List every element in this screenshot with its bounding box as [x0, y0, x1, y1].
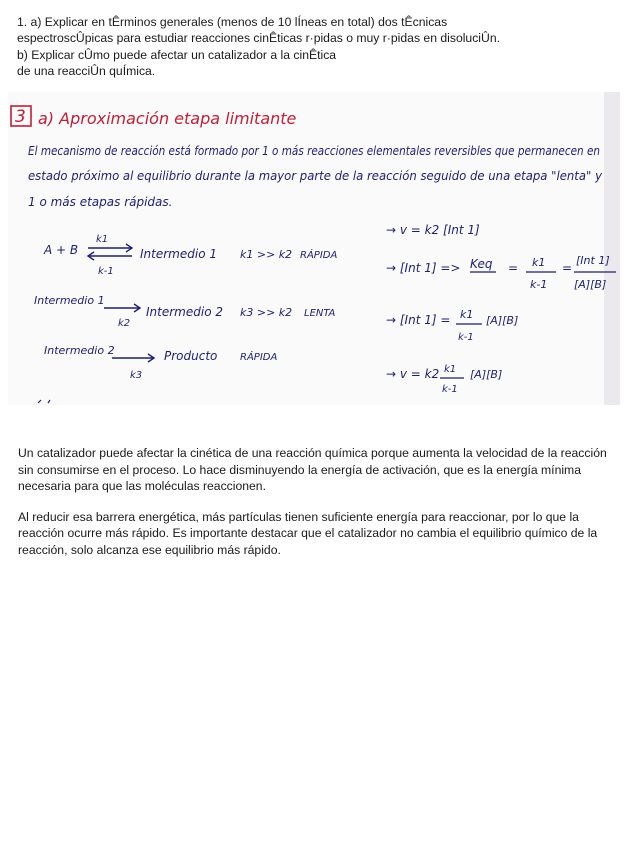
question-text	[17, 14, 617, 80]
step-speed: LENTA	[304, 308, 336, 319]
handwritten-heading: a) Aproximación etapa limitante	[38, 109, 297, 128]
fraction-numerator: k1	[532, 256, 546, 269]
rate-constant-label: k1	[96, 234, 109, 245]
question-line: 1. a) Explicar en tÊrminos generales (menos de 10 lÍneas en total) dos tÊcnicas	[17, 15, 448, 29]
answer-paragraph: Un catalizador puede afectar la cinética de una reacción química porque aumenta la velocidad de la reacción sin consumirse en el proceso. Lo hace disminuyendo la energía de activación, que es la energía mínima necesaria para que las moléculas reaccionen.	[18, 446, 607, 494]
rate-condition: k3 >> k2	[240, 306, 293, 319]
mechanism-product: Producto	[164, 349, 218, 363]
rate-constant-label: k2	[118, 318, 131, 329]
equation-part: → [Int 1] =>	[386, 261, 461, 275]
exercise-number: 3	[15, 107, 26, 127]
step-speed: RÁPIDA	[300, 250, 338, 261]
mechanism-reactants: Intermedio 2	[44, 344, 115, 357]
fraction-denominator: k-1	[442, 384, 458, 395]
equilibrium-constant: Keq	[470, 257, 493, 271]
question-line: de una reacciÛn quÍmica.	[17, 64, 156, 79]
answer-paragraph: Al reducir esa barrera energética, más partículas tienen suficiente energía para reaccionar, por lo que la reacción ocurre más rápido. Es importante destacar que el catalizador no cambia el equilibrio químico de la reacción, solo alcanza ese equilibrio más rápido.	[18, 509, 598, 557]
fraction-denominator: k-1	[530, 278, 548, 291]
fraction-numerator: k1	[460, 308, 474, 321]
rate-condition: k1 >> k2	[240, 248, 293, 261]
concentrations: [A][B]	[470, 368, 503, 381]
fraction-denominator: [A][B]	[574, 278, 607, 291]
equation-part: → v = k2	[386, 367, 440, 381]
mechanism-product: Intermedio 1	[140, 247, 217, 261]
fraction-numerator: [Int 1]	[576, 254, 610, 267]
ink-marks	[38, 400, 50, 403]
rate-constant-label: k-1	[98, 266, 114, 277]
handwritten-paragraph-line: estado próximo al equilibrio durante la mayor parte de la reacción seguido de una etapa "lenta" y	[28, 169, 603, 183]
rate-equation: → v = k2 [Int 1]	[386, 223, 480, 237]
concentrations: [A][B]	[486, 314, 519, 327]
fraction-numerator: k1	[444, 364, 457, 375]
question-line: b) Explicar cÛmo puede afectar un catalizador a la cinÊtica	[17, 47, 337, 62]
handwritten-paragraph-line: El mecanismo de reacción está formado por 1 o más reacciones elementales reversibles que permanecen en	[28, 144, 600, 158]
rate-constant-label: k3	[130, 370, 143, 381]
handwritten-notes-svg	[8, 92, 620, 405]
mechanism-product: Intermedio 2	[146, 305, 223, 319]
step-speed: RÁPIDA	[240, 352, 278, 363]
mechanism-reactants: A + B	[44, 243, 79, 257]
fraction-denominator: k-1	[458, 332, 474, 343]
handwritten-paragraph-line: 1 o más etapas rápidas.	[28, 195, 173, 209]
mechanism-reactants: Intermedio 1	[34, 294, 105, 307]
equation-part: → [Int 1] =	[386, 313, 451, 327]
equals-sign: =	[562, 261, 573, 275]
page-edge	[604, 92, 620, 405]
answer-text	[18, 445, 608, 573]
equals-sign: =	[508, 261, 519, 275]
question-line: espectroscÛpicas para estudiar reacciones cinÊticas r·pidas o muy r·pidas en disoluciÛn.	[17, 31, 500, 46]
handwritten-notes-photo	[8, 92, 620, 405]
